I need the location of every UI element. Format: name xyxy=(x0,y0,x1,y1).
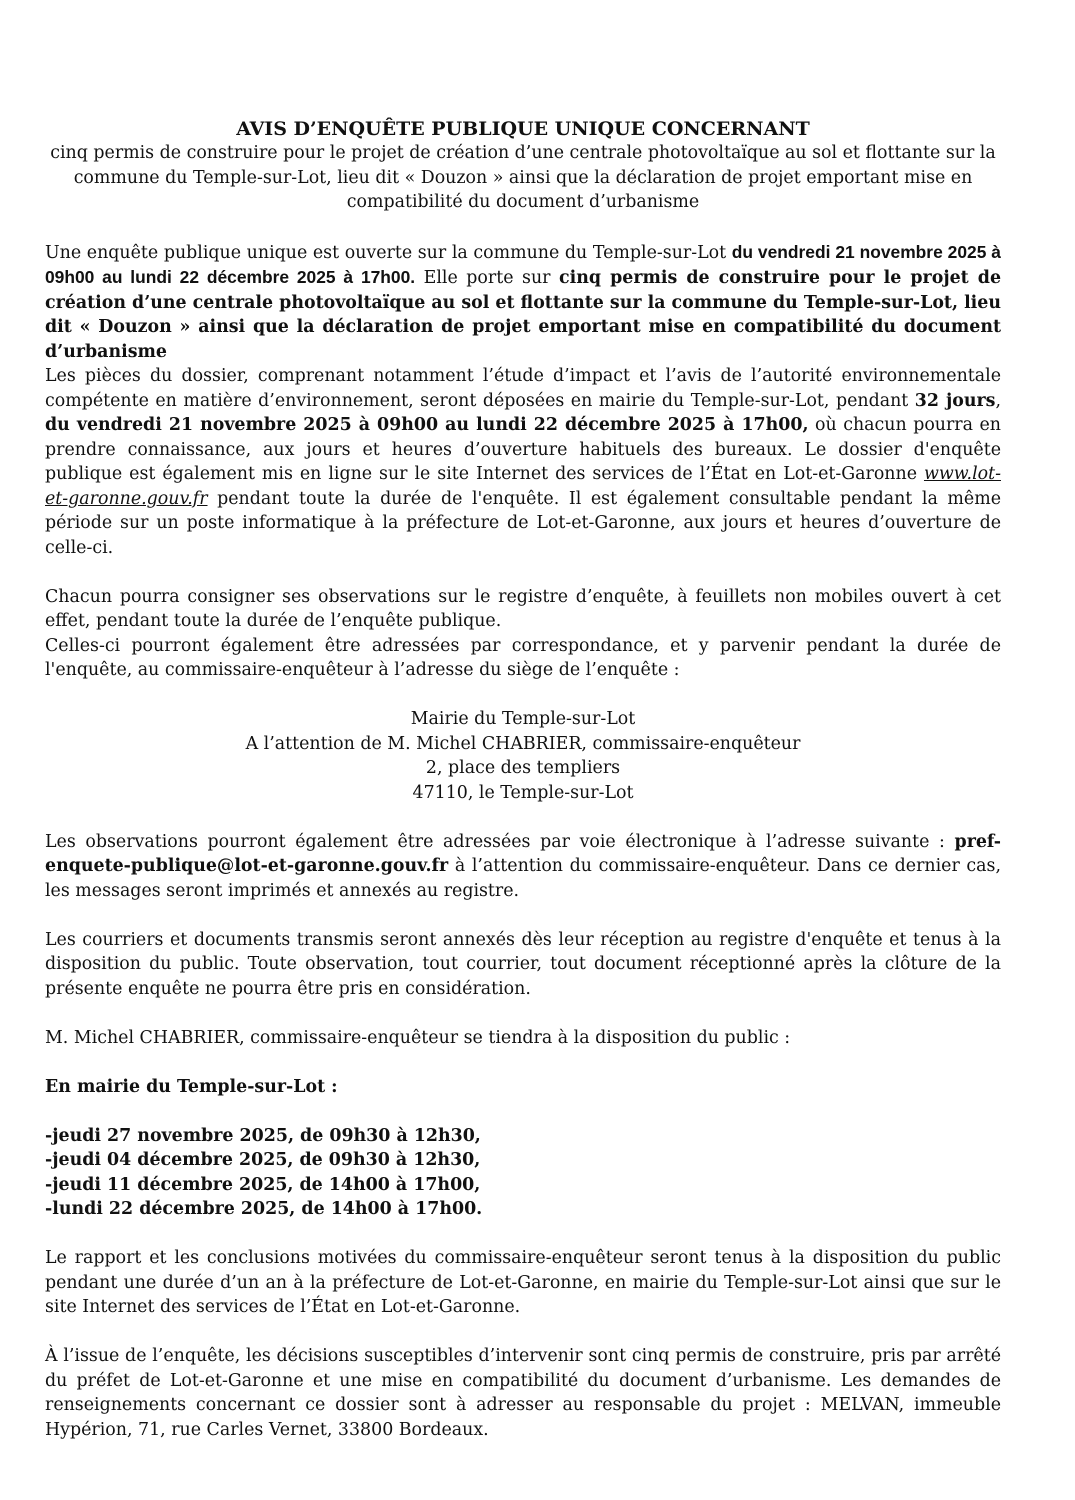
paragraph-registre: Chacun pourra consigner ses observations sur le registre d’enquête, à feuillets non mobiles ouvert à cet effet, pendant toute la durée de l’enquête publique. xyxy=(45,586,1001,631)
permanence-item: -jeudi 11 décembre 2025, de 14h00 à 17h00, xyxy=(45,1174,481,1195)
postal-address xyxy=(45,707,1001,805)
email-address[interactable]: pref-enquete-publique@lot-et-garonne.gouv.fr xyxy=(45,831,1001,876)
opening-subject: cinq permis de construire pour le projet de création d’une centrale photovoltaïque au sol et flottante sur la commune du Temple-sur-Lot, lieu dit « Douzon » ainsi que la déclaration de projet emportant mise en compatibilité du document d’urbanisme xyxy=(45,268,1002,362)
permanence-item: -jeudi 04 décembre 2025, de 09h30 à 12h30, xyxy=(45,1150,481,1170)
address-line-2: A l’attention de M. Michel CHABRIER, commissaire-enquêteur xyxy=(245,733,801,754)
paragraph-dossier xyxy=(45,364,1001,560)
address-line-4: 47110, le Temple-sur-Lot xyxy=(412,782,634,803)
dossier-text-a: Les pièces du dossier, comprenant notamment l’étude d’impact et l’avis de l’autorité environnementale compétente en matière d’environnement, seront déposées en mairie du Temple-sur-Lot, pendant xyxy=(45,366,1001,411)
address-line-1: Mairie du Temple-sur-Lot xyxy=(410,709,636,729)
permanences-list xyxy=(45,1124,1001,1222)
permanence-item: -lundi 22 décembre 2025, de 14h00 à 17h00. xyxy=(45,1199,483,1219)
paragraph-opening xyxy=(45,240,1001,365)
dossier-text-c: pendant toute la durée de l'enquête. Il est également consultable pendant la même période sur un poste informatique à la préfecture de Lot-et-Garonne, aux jours et heures d’ouverture de celle-ci. xyxy=(45,488,1001,558)
opening-mid: Elle porte sur xyxy=(415,268,560,288)
paragraph-correspondance: Celles-ci pourront également être adressées par correspondance, et y parvenir pendant la durée de l'enquête, au commissaire-enquêteur à l’adresse du siège de l’enquête : xyxy=(45,635,1001,680)
address-line-3: 2, place des templiers xyxy=(425,758,621,778)
opening-dates: du vendredi 21 novembre 2025 à 09h00 au lundi 22 décembre 2025 à 17h00. xyxy=(45,241,1001,287)
permanence-item: -jeudi 27 novembre 2025, de 09h30 à 12h30, xyxy=(45,1125,481,1146)
website-link[interactable]: www.lot-et-garonne.gouv.fr xyxy=(45,464,1001,509)
dossier-text-b: où chacun pourra en prendre connaissance, aux jours et heures d’ouverture habituels des bureaux. Le dossier d'enquête publique est également mis en ligne sur le site Internet des services de l’État en Lot-et-Garonne xyxy=(45,415,1001,484)
dossier-dates: du vendredi 21 novembre 2025 à 09h00 au lundi 22 décembre 2025 à 17h00, xyxy=(45,415,809,435)
email-text-b: à l’attention du commissaire-enquêteur. Dans ce dernier cas, les messages seront imprimés et annexés au registre. xyxy=(45,856,1001,901)
notice-subtitle: cinq permis de construire pour le projet de création d’une centrale photovoltaïque au sol et flottante sur la commune du Temple-sur-Lot, lieu dit « Douzon » ainsi que la déclaration de projet emportant mise en compatibilité du document d’urbanisme xyxy=(50,143,996,212)
permanences-heading: En mairie du Temple-sur-Lot : xyxy=(45,1076,338,1097)
paragraph-rapport: Le rapport et les conclusions motivées du commissaire-enquêteur seront tenus à la disposition du public pendant une durée d’un an à la préfecture de Lot-et-Garonne, en mairie du Temple-sur-Lot ainsi que sur le site Internet des services de l’État en Lot-et-Garonne. xyxy=(45,1248,1001,1317)
paragraph-courriers: Les courriers et documents transmis seront annexés dès leur réception au registre d'enquête et tenus à la disposition du public. Toute observation, tout courrier, tout document réceptionné après la clôture de la présente enquête ne pourra être pris en considération. xyxy=(45,929,1001,999)
opening-intro: Une enquête publique unique est ouverte sur la commune du Temple-sur-Lot xyxy=(45,242,732,263)
notice-title: AVIS D’ENQUÊTE PUBLIQUE UNIQUE CONCERNANT xyxy=(236,118,810,140)
paragraph-decisions: À l’issue de l’enquête, les décisions susceptibles d’intervenir sont cinq permis de construire, pris par arrêté du préfet de Lot-et-Garonne et une mise en compatibilité du document d’urbanisme. Les demandes de renseignements concernant ce dossier sont à adresser au responsable du projet : MELVAN, immeuble Hypérion, 71, rue Carles Vernet, 33800 Bordeaux. xyxy=(45,1346,1001,1440)
notice-document xyxy=(45,117,1001,1442)
dossier-days: 32 jours xyxy=(914,390,996,411)
dossier-comma: , xyxy=(995,390,1001,411)
paragraph-email xyxy=(45,830,1001,904)
email-text-a: Les observations pourront également être adressées par voie électronique à l’adresse suivante : xyxy=(45,831,955,852)
paragraph-commissaire: M. Michel CHABRIER, commissaire-enquêteur se tiendra à la disposition du public : xyxy=(45,1027,791,1048)
